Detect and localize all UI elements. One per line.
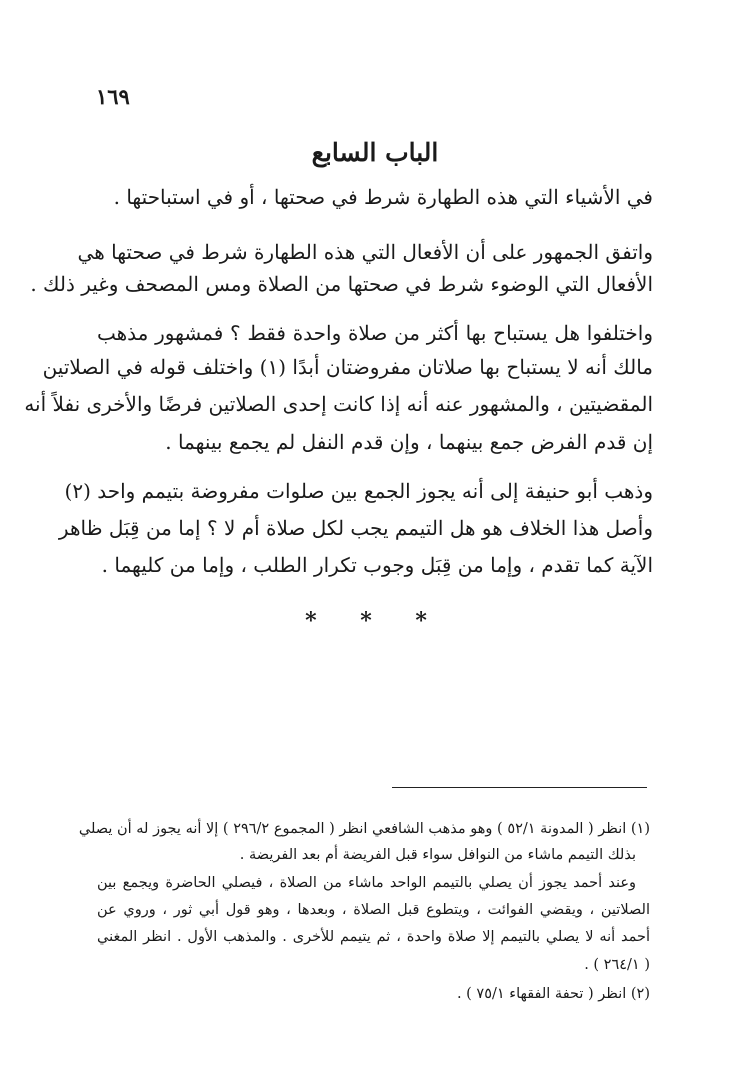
body-line: في الأشياء التي هذه الطهارة شرط في صحتها ، أو في استباحتها . (113, 185, 653, 209)
body-line: المقضيتين ، والمشهور عنه أنه إذا كانت إحدى الصلاتين فرضًا والأخرى نفلاً أنه (24, 392, 653, 416)
body-line: وذهب أبو حنيفة إلى أنه يجوز الجمع بين صلوات مفروضة بتيمم واحد (٢) (64, 479, 653, 503)
footnote-line: أحمد أنه لا يصلي بالتيمم إلا صلاة واحدة ، ثم يتيمم للأخرى . والمذهب الأول . انظر المغني (97, 929, 650, 945)
footnote-line: ( ٢٦٤/١ ) . (584, 957, 650, 973)
chapter-title: الباب السابع (311, 138, 439, 167)
body-line: وأصل هذا الخلاف هو هل التيمم يجب لكل صلاة أم لا ؟ إما من قِبَل ظاهر (58, 516, 653, 540)
body-line: إن قدم الفرض جمع بينهما ، وإن قدم النفل لم يجمع بينهما . (165, 430, 653, 454)
page-number: ١٦٩ (96, 84, 130, 109)
footnote-line: بذلك التيمم ماشاء من النوافل سواء قبل الفريضة أم بعد الفريضة . (239, 847, 636, 863)
body-line: مالك أنه لا يستباح بها صلاتان مفروضتان أبدًا (١) واختلف قوله في الصلاتين (42, 355, 653, 379)
footnote-line: وعند أحمد يجوز أن يصلي بالتيمم الواحد ماشاء من الصلاة ، فيصلي الحاضرة ويجمع بين (97, 875, 636, 891)
body-line: واتفق الجمهور على أن الأفعال التي هذه الطهارة شرط في صحتها هي (77, 240, 653, 264)
footnote-line: (٢) انظر ( تحفة الفقهاء ٧٥/١ ) . (456, 986, 650, 1002)
body-line: الآية كما تقدم ، وإما من قِبَل وجوب تكرار الطلب ، وإما من كليهما . (101, 553, 653, 577)
footnote-line: الصلاتين ، ويقضي الفوائت ، ويتطوع قبل الصلاة ، وبعدها ، وهو قول أبي ثور ، وروي عن (97, 902, 650, 918)
footnote-line: (١) انظر ( المدونة ٥٢/١ ) وهو مذهب الشافعي انظر ( المجموع ٢٩٦/٢ ) إلا أنه يجوز له أن يصلي (78, 821, 650, 837)
section-separator: * * * (305, 608, 445, 634)
footnote-divider (392, 787, 647, 788)
body-line: واختلفوا هل يستباح بها أكثر من صلاة واحدة فقط ؟ فمشهور مذهب (97, 321, 654, 345)
body-line: الأفعال التي الوضوء شرط في صحتها من الصلاة ومس المصحف وغير ذلك . (30, 272, 653, 296)
